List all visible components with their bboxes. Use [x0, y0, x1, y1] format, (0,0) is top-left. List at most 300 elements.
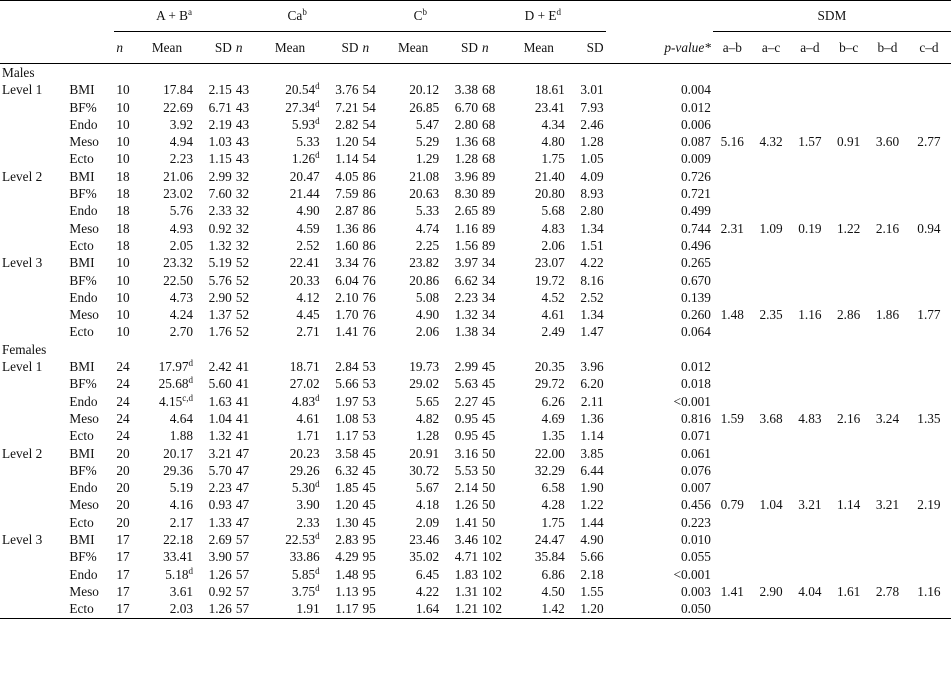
- cell-sdm-empty: [868, 168, 907, 185]
- cell-n: 76: [362, 324, 376, 340]
- mean-value: 4.73: [169, 289, 194, 305]
- section-title: Females: [2, 341, 47, 357]
- cell-sdm-empty: [907, 323, 951, 340]
- cell-mean: [511, 306, 567, 323]
- table-row: [0, 600, 951, 618]
- cell-sdm-empty: [790, 150, 829, 167]
- mean-value: 18.71: [289, 359, 320, 375]
- cell-sd: 8.93: [580, 186, 604, 202]
- mean-value: 35.02: [409, 549, 440, 565]
- row-variable: BMI: [69, 445, 95, 461]
- cell-sdm: 2.31: [720, 220, 744, 236]
- cell-n: 41: [235, 410, 250, 426]
- cell-mean: [385, 393, 441, 410]
- cell-n: 41: [235, 428, 250, 444]
- cell-mean: [385, 323, 441, 340]
- cell-sd: 3.96: [454, 168, 479, 184]
- cell-sdm-empty: [829, 600, 868, 618]
- mean-value: 5.33: [296, 134, 320, 150]
- cell-n: 57: [235, 566, 250, 582]
- cell-sd: 1.20: [335, 134, 359, 150]
- cell-mean: [385, 427, 441, 444]
- cell-pvalue: 0.071: [680, 428, 711, 444]
- cell-sdm: 3.24: [875, 410, 900, 426]
- group-header-ca: [234, 1, 361, 32]
- row-variable: BF%: [69, 186, 97, 202]
- cell-sdm-empty: [713, 514, 752, 531]
- cell-sdm-empty: [713, 393, 752, 410]
- cell-sdm-empty: [790, 185, 829, 202]
- cell-sdm-empty: [868, 462, 907, 479]
- cell-n: 86: [362, 203, 376, 219]
- cell-sd: 1.36: [454, 134, 479, 150]
- cell-mean: [258, 237, 321, 254]
- cell-sdm-empty: [752, 531, 791, 548]
- cell-mean: [511, 289, 567, 306]
- row-level: [0, 393, 67, 410]
- cell-pvalue: 0.139: [680, 289, 711, 305]
- row-level: [0, 237, 67, 254]
- mean-value: 3.92: [169, 116, 194, 132]
- cell-sd: 1.38: [454, 324, 479, 340]
- cell-sdm-empty: [790, 202, 829, 219]
- cell-mean: [385, 531, 441, 548]
- cell-mean: [139, 116, 195, 133]
- cell-sdm: 1.59: [720, 410, 744, 426]
- cell-n: 76: [362, 272, 376, 288]
- cell-sdm-empty: [868, 514, 907, 531]
- mean-value: 4.83: [541, 220, 565, 236]
- cell-n: 45: [482, 359, 496, 375]
- cell-n: 45: [362, 514, 376, 530]
- row-level: [0, 150, 67, 167]
- cell-sd: 2.65: [454, 203, 479, 219]
- mean-value: 35.84: [534, 549, 565, 565]
- cell-sd: 3.01: [580, 82, 604, 98]
- mean-value: 3.90: [296, 497, 320, 513]
- cell-sdm-empty: [907, 81, 951, 98]
- cell-mean: [139, 479, 195, 496]
- cell-sdm-empty: [752, 185, 791, 202]
- cell-sd: 1.41: [335, 324, 359, 340]
- mean-value: 4.22: [415, 583, 440, 599]
- row-level: [0, 289, 67, 306]
- mean-value: 21.44: [289, 186, 320, 202]
- table-row: [0, 254, 951, 271]
- cell-sd: 1.41: [454, 514, 479, 530]
- cell-sdm-empty: [907, 202, 951, 219]
- cell-sdm-empty: [790, 168, 829, 185]
- row-variable: BMI: [69, 255, 95, 271]
- mean-value: 4.94: [169, 134, 194, 150]
- cell-n: 53: [362, 428, 376, 444]
- mean-value: 24.47: [534, 532, 565, 548]
- mean-value: 5.29: [415, 134, 440, 150]
- mean-value: 4.90: [415, 307, 440, 323]
- cell-sd: 1.55: [580, 583, 604, 599]
- row-level: Level 2: [2, 445, 43, 461]
- mean-value: 19.72: [534, 272, 565, 288]
- cell-sd: 8.16: [580, 272, 604, 288]
- cell-n: 53: [362, 376, 376, 392]
- cell-sd: 1.32: [208, 428, 232, 444]
- cell-pvalue: 0.012: [680, 359, 711, 375]
- row-variable: Endo: [69, 289, 98, 305]
- cell-mean: [511, 410, 567, 427]
- mean-value: 17.84: [163, 82, 194, 98]
- mean-value: 4.34: [541, 116, 565, 132]
- row-level: Level 1: [2, 359, 43, 375]
- cell-n: 45: [362, 497, 376, 513]
- cell-sdm: 3.21: [875, 497, 900, 513]
- cell-sd: 3.16: [454, 445, 479, 461]
- cell-sd: 3.38: [454, 82, 479, 98]
- cell-n: 10: [116, 116, 130, 132]
- cell-n: 34: [482, 289, 496, 305]
- header-blank: [67, 1, 114, 32]
- cell-mean: [258, 393, 321, 410]
- cell-sdm-empty: [790, 514, 829, 531]
- cell-sd: 1.31: [454, 583, 479, 599]
- cell-sdm: 1.35: [917, 410, 941, 426]
- group-header-sdm: SDM: [713, 1, 951, 32]
- table-row: [0, 133, 951, 150]
- cell-n: 89: [482, 220, 496, 236]
- mean-value: 1.29: [415, 151, 440, 167]
- cell-sdm-empty: [907, 427, 951, 444]
- cell-sd: 1.51: [580, 237, 604, 253]
- cell-mean: [139, 566, 195, 583]
- cell-n: 57: [235, 583, 250, 599]
- cell-sdm-empty: [868, 237, 907, 254]
- cell-sdm-empty: [868, 445, 907, 462]
- cell-sdm-empty: [829, 168, 868, 185]
- cell-sd: 1.15: [208, 151, 232, 167]
- cell-sd: 1.16: [454, 220, 479, 236]
- cell-sd: 4.29: [335, 549, 359, 565]
- cell-n: 52: [235, 255, 250, 271]
- cell-n: 47: [235, 514, 250, 530]
- cell-n: 10: [116, 272, 130, 288]
- cell-mean: [511, 375, 567, 392]
- row-variable: Meso: [69, 220, 99, 236]
- mean-footnote: d: [315, 582, 320, 593]
- col-header-sdm-pair: a–b: [713, 32, 752, 64]
- cell-sd: 4.05: [335, 168, 359, 184]
- cell-sd: 4.71: [454, 549, 479, 565]
- cell-n: 89: [482, 203, 496, 219]
- mean-footnote: d: [315, 565, 320, 576]
- cell-n: 95: [362, 566, 376, 582]
- cell-sdm-empty: [752, 116, 791, 133]
- cell-sdm-empty: [829, 237, 868, 254]
- mean-value: 5.30: [291, 480, 316, 496]
- cell-n: 68: [482, 99, 496, 115]
- cell-mean: [385, 358, 441, 375]
- cell-n: 34: [482, 307, 496, 323]
- mean-value: 1.75: [541, 514, 565, 530]
- mean-value: 2.25: [415, 237, 440, 253]
- cell-n: 34: [482, 255, 496, 271]
- cell-sd: 1.48: [335, 566, 359, 582]
- cell-sdm-empty: [868, 99, 907, 116]
- cell-mean: [385, 272, 441, 289]
- table-row: [0, 548, 951, 565]
- cell-mean: [385, 410, 441, 427]
- mean-value: 4.61: [541, 307, 565, 323]
- cell-n: 52: [235, 307, 250, 323]
- cell-sdm-empty: [752, 600, 791, 618]
- cell-sdm-empty: [713, 202, 752, 219]
- mean-value: 22.00: [534, 445, 565, 461]
- mean-value: 22.18: [163, 532, 194, 548]
- cell-mean: [139, 220, 195, 237]
- mean-value: 3.75: [291, 583, 316, 599]
- cell-sdm-empty: [829, 99, 868, 116]
- cell-sd: 5.76: [208, 272, 232, 288]
- cell-pvalue: <0.001: [673, 566, 711, 582]
- table-row: [0, 583, 951, 600]
- cell-mean: [258, 548, 321, 565]
- mean-value: 21.08: [409, 168, 440, 184]
- cell-sdm-empty: [829, 445, 868, 462]
- group-footnote: b: [302, 7, 307, 18]
- cell-sd: 1.28: [454, 151, 479, 167]
- cell-mean: [511, 600, 567, 618]
- cell-sdm-empty: [752, 479, 791, 496]
- cell-n: 20: [116, 445, 130, 461]
- cell-sd: 2.99: [454, 359, 479, 375]
- row-level: [0, 306, 67, 323]
- cell-mean: [258, 445, 321, 462]
- cell-sd: 1.30: [335, 514, 359, 530]
- cell-n: 54: [362, 151, 376, 167]
- row-variable: Endo: [69, 480, 98, 496]
- cell-pvalue: 0.260: [680, 307, 711, 323]
- cell-sd: 6.62: [454, 272, 479, 288]
- cell-sd: 3.90: [208, 549, 232, 565]
- table-row: [0, 81, 951, 98]
- row-variable: Meso: [69, 497, 99, 513]
- cell-sd: 7.59: [335, 186, 359, 202]
- cell-sdm-empty: [790, 289, 829, 306]
- cell-sdm-empty: [790, 81, 829, 98]
- cell-n: 45: [482, 410, 496, 426]
- cell-mean: [258, 116, 321, 133]
- row-variable: Ecto: [69, 151, 94, 167]
- cell-sdm-empty: [713, 116, 752, 133]
- cell-mean: [385, 185, 441, 202]
- mean-value: 2.05: [169, 237, 194, 253]
- header-row-columns: [0, 32, 951, 64]
- cell-n: 18: [116, 168, 130, 184]
- cell-sd: 6.70: [454, 99, 479, 115]
- mean-value: 20.12: [409, 82, 440, 98]
- cell-sdm: 1.04: [759, 497, 783, 513]
- cell-mean: [139, 272, 195, 289]
- header-blank: [0, 1, 67, 32]
- mean-footnote: d: [188, 375, 194, 386]
- cell-sdm-empty: [713, 168, 752, 185]
- cell-sdm-empty: [829, 566, 868, 583]
- cell-sd: 2.19: [208, 116, 232, 132]
- cell-sd: 7.60: [208, 186, 232, 202]
- col-header-sdm-pair: b–d: [868, 32, 907, 64]
- group-label: C: [413, 8, 423, 24]
- mean-value: 2.06: [415, 324, 440, 340]
- table-row: [0, 220, 951, 237]
- cell-n: 47: [235, 462, 250, 478]
- mean-value: 5.47: [415, 116, 440, 132]
- group-footnote: b: [422, 7, 427, 18]
- cell-sd: 1.20: [567, 600, 606, 618]
- cell-n: 95: [362, 583, 376, 599]
- cell-sdm-empty: [752, 323, 791, 340]
- cell-sd: 1.26: [208, 566, 232, 582]
- cell-n: 102: [482, 549, 502, 565]
- table-row: [0, 202, 951, 219]
- cell-sd: 1.34: [580, 307, 604, 323]
- cell-pvalue: 0.744: [680, 220, 711, 236]
- cell-sdm: 2.19: [917, 497, 941, 513]
- mean-value: 4.12: [296, 289, 320, 305]
- cell-sd: 2.14: [454, 480, 479, 496]
- row-variable: Meso: [69, 134, 99, 150]
- mean-value: 23.41: [534, 99, 565, 115]
- cell-mean: [258, 323, 321, 340]
- cell-sdm-empty: [752, 237, 791, 254]
- cell-n: 95: [362, 532, 376, 548]
- cell-sdm-empty: [907, 358, 951, 375]
- cell-n: 41: [235, 359, 250, 375]
- cell-pvalue: 0.087: [680, 134, 711, 150]
- cell-n: 57: [235, 532, 250, 548]
- cell-sd: 3.34: [335, 255, 359, 271]
- mean-footnote: d: [188, 565, 194, 576]
- row-level: [0, 496, 67, 513]
- cell-mean: [511, 272, 567, 289]
- cell-mean: [139, 306, 195, 323]
- cell-sdm-empty: [868, 393, 907, 410]
- cell-sdm-empty: [829, 393, 868, 410]
- mean-value: 5.68: [541, 203, 565, 219]
- cell-sdm-empty: [790, 427, 829, 444]
- cell-sdm-empty: [752, 566, 791, 583]
- cell-mean: [258, 168, 321, 185]
- mean-footnote: d: [315, 392, 320, 403]
- cell-sdm-empty: [752, 427, 791, 444]
- cell-sdm-empty: [829, 289, 868, 306]
- cell-sdm-empty: [868, 548, 907, 565]
- cell-sdm-empty: [907, 445, 951, 462]
- cell-mean: [385, 254, 441, 271]
- mean-value: 25.68: [158, 376, 189, 392]
- cell-mean: [511, 531, 567, 548]
- cell-n: 86: [362, 220, 376, 236]
- mean-value: 6.26: [541, 393, 565, 409]
- mean-value: 2.52: [296, 237, 320, 253]
- mean-value: 1.64: [415, 601, 440, 617]
- cell-sdm-empty: [752, 358, 791, 375]
- cell-mean: [385, 548, 441, 565]
- cell-sdm: 3.60: [875, 134, 900, 150]
- mean-value: 22.50: [163, 272, 194, 288]
- cell-mean: [511, 220, 567, 237]
- cell-sdm-empty: [790, 566, 829, 583]
- cell-n: 10: [116, 307, 130, 323]
- mean-value: 20.80: [534, 186, 565, 202]
- mean-value: 6.86: [541, 566, 565, 582]
- cell-n: 45: [482, 428, 496, 444]
- table-row: [0, 479, 951, 496]
- cell-sdm: 2.78: [875, 583, 900, 599]
- mean-value: 29.02: [409, 376, 440, 392]
- cell-sd: 2.23: [208, 480, 232, 496]
- cell-sdm-empty: [713, 237, 752, 254]
- mean-value: 20.23: [289, 445, 320, 461]
- cell-sd: 0.95: [454, 428, 479, 444]
- cell-n: 45: [362, 462, 376, 478]
- cell-sd: 4.09: [580, 168, 604, 184]
- group-label: Ca: [287, 8, 303, 24]
- cell-n: 34: [482, 324, 496, 340]
- mean-value: 26.85: [409, 99, 440, 115]
- cell-mean: [511, 254, 567, 271]
- cell-sd: 1.13: [335, 583, 359, 599]
- mean-value: 2.71: [296, 324, 320, 340]
- cell-sd: 2.82: [335, 116, 359, 132]
- mean-value: 5.18: [165, 566, 189, 582]
- table-row: [0, 445, 951, 462]
- mean-value: 1.91: [296, 601, 320, 617]
- cell-mean: [139, 531, 195, 548]
- cell-sd: 2.27: [454, 393, 479, 409]
- cell-sd: 4.90: [580, 532, 604, 548]
- cell-pvalue: 0.003: [680, 583, 711, 599]
- mean-value: 1.35: [541, 428, 565, 444]
- table-row: [0, 566, 951, 583]
- cell-sd: 1.60: [335, 237, 359, 253]
- cell-n: 10: [116, 151, 130, 167]
- mean-value: 4.45: [296, 307, 320, 323]
- mean-footnote: d: [188, 358, 194, 369]
- cell-pvalue: <0.001: [673, 393, 711, 409]
- cell-sd: 1.70: [335, 307, 359, 323]
- mean-value: 1.88: [169, 428, 194, 444]
- cell-pvalue: 0.064: [680, 324, 711, 340]
- cell-mean: [385, 514, 441, 531]
- row-level: Level 3: [2, 532, 43, 548]
- cell-n: 24: [116, 410, 130, 426]
- mean-value: 4.90: [296, 203, 320, 219]
- cell-mean: [139, 548, 195, 565]
- cell-n: 32: [235, 203, 250, 219]
- cell-sdm-empty: [907, 479, 951, 496]
- header-blank: [606, 1, 713, 32]
- cell-n: 17: [116, 583, 130, 599]
- row-level: [0, 479, 67, 496]
- col-header-sdm-pair: a–c: [752, 32, 791, 64]
- cell-sdm-empty: [907, 548, 951, 565]
- cell-sdm-empty: [868, 289, 907, 306]
- cell-sdm: 1.57: [798, 134, 822, 150]
- cell-pvalue: 0.061: [680, 445, 711, 461]
- cell-n: 17: [114, 600, 139, 618]
- cell-sdm-empty: [790, 375, 829, 392]
- cell-mean: [511, 185, 567, 202]
- cell-sdm-empty: [713, 600, 752, 618]
- row-variable: Endo: [69, 393, 98, 409]
